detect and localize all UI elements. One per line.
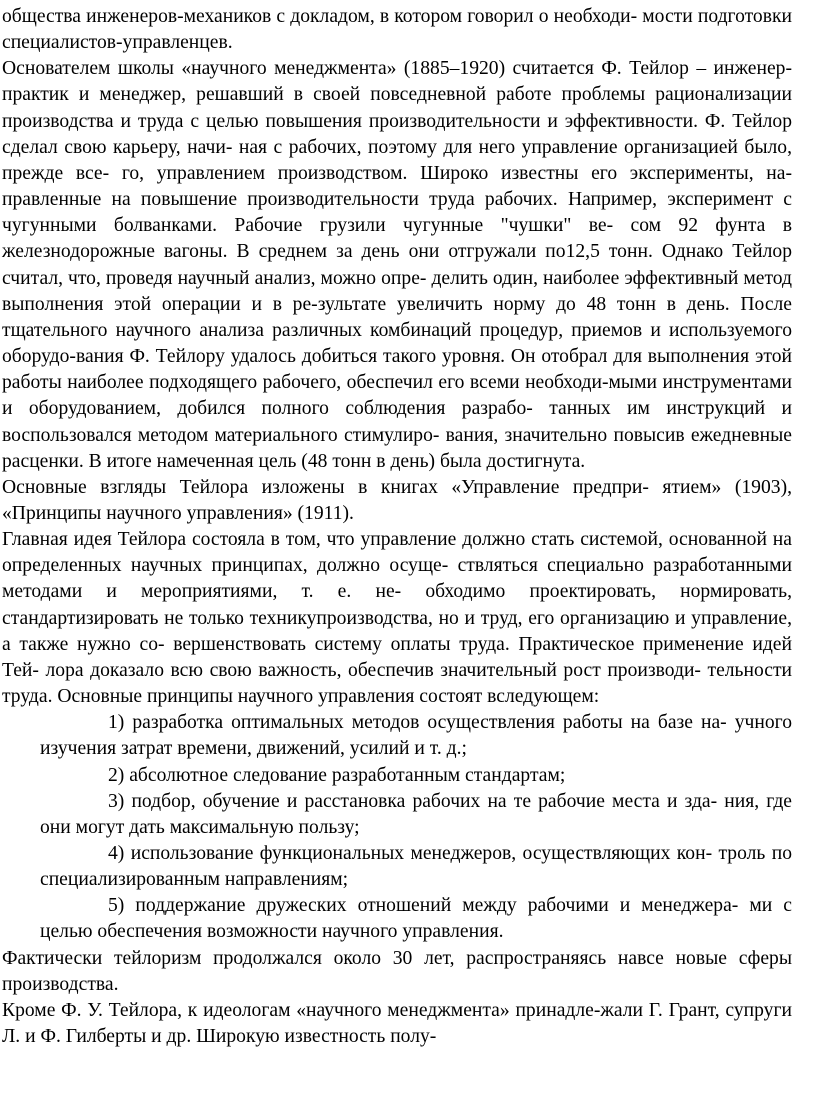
principle-list-item-3: 3) подбор, обучение и расстановка рабочих на те рабочие места и зда- ния, где они могут дать максимальную пользу;: [40, 790, 792, 838]
paragraph-taylorism-duration: Фактически тейлоризм продолжался около 30 лет, распространяясь навсе новые сферы производства.: [2, 947, 792, 995]
paragraph-other-ideologists: Кроме Ф. У. Тейлора, к идеологам «научного менеджмента» принадле-жали Г. Грант, супруги Л. и Ф. Гилберты и др. Широкую известность полу-: [2, 999, 792, 1048]
principle-list-item-4: 4) использование функциональных менеджеров, осуществляющих кон- троль по специализированным направлениям;: [40, 843, 792, 891]
principle-list-item-1: 1) разработка оптимальных методов осуществления работы на базе на- учного изучения затрат времени, движений, усилий и т. д.;: [40, 712, 792, 760]
paragraph-main-idea: Главная идея Тейлора состояла в том, что управление должно стать системой, основанной на определенных научных принципах, должно осуще- ствляться специально разработанными методами и мероприятиями, т. е. не- обходимо проектировать, нормировать, стандартизировать не только техникупроизводства, но и труд, его организацию и управление, а также нужно со- вершенствовать систему оплаты труда. Практическое применение идей Тей- лора доказало всю свою важность, обеспечив значительный рост производи- тельности труда. Основные принципы научного управления состоят вследующем:: [2, 529, 792, 708]
principle-list-item-5: 5) поддержание дружеских отношений между рабочими и менеджера- ми с целью обеспечения возможности научного управления.: [40, 895, 792, 943]
paragraph-taylor-founder: Основателем школы «научного менеджмента» (1885–1920) считается Ф. Тейлор – инженер-практик и менеджер, решавший в своей повседневной работе проблемы рационализации производства и труда с целью повышения производительности и эффективности. Ф. Тейлор сделал свою карьеру, начи- ная с рабочих, поэтому для него управление организацией было, прежде все- го, управлением производством. Широко известны его эксперименты, на- правленные на повышение производительности труда рабочих. Например, эксперимент с чугунными болванками. Рабочие грузили чугунные "чушки" ве- сом 92 фунта в железнодорожные вагоны. В среднем за день они отгружали по12,5 тонн. Однако Тейлор считал, что, проведя научный анализ, можно опре- делить один, наиболее эффективный метод выполнения этой операции и в ре-зультате увеличить норму до 48 тонн в день. После тщательного научного анализа различных комбинаций процедур, приемов и используемого оборудо-вания Ф. Тейлору удалось добиться такого уровня. Он отобрал для выполнения этой работы наиболее подходящего рабочего, обеспечил его всеми необходи-мыми инструментами и оборудованием, добился полного соблюдения разрабо- танных им инструкций и воспользовался методом материального стимулиро- вания, значительно повысив ежедневные расценки. В итоге намеченная цель (48 тонн в день) была достигнута.: [2, 58, 792, 472]
principle-list-item-2: 2) абсолютное следование разработанным стандартам;: [108, 764, 566, 786]
paragraph-taylor-books: Основные взгляды Тейлора изложены в книгах «Управление предпри- ятием» (1903), «Принципы научного управления» (1911).: [2, 476, 792, 524]
paragraph-report-continuation: общества инженеров-механиков с докладом, в котором говорил о необходи- мости подготовки специалистов-управленцев.: [2, 6, 792, 54]
